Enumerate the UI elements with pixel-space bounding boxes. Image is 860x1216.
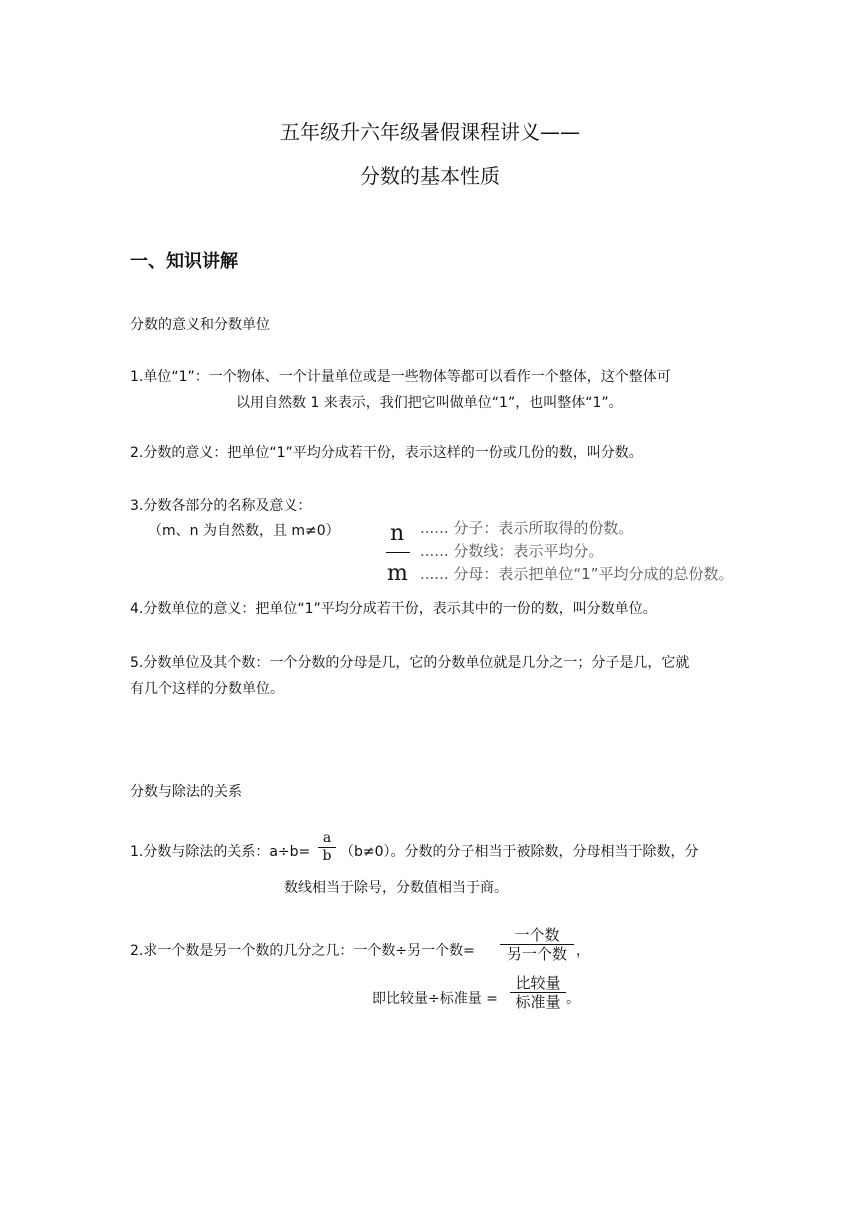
bar-row xyxy=(420,540,603,561)
item2-text: 2.分数的意义：把单位“1”平均分成若干份，表示这样的一份或几份的数，叫分数。 xyxy=(130,445,643,461)
diagram-fraction-bar xyxy=(386,552,410,553)
numerator-description: 分子：表示所取得的份数。 xyxy=(453,519,634,537)
denominator-dots: ...... xyxy=(420,565,449,583)
numerator-dots: ...... xyxy=(420,519,449,537)
p2-item1-fraction xyxy=(318,830,336,865)
page-title-line2: 分数的基本性质 xyxy=(360,164,500,188)
p2-item1-frac-num: a xyxy=(322,830,332,846)
item3-note: （m、n 为自然数，且 m≠0） xyxy=(148,523,340,539)
diagram-numerator: n xyxy=(390,521,405,546)
item1-line1: 1.单位“1”：一个物体、一个计量单位或是一些物体等都可以看作一个整体，这个整体可 xyxy=(130,369,671,385)
item1-line2: 以用自然数 1 来表示，我们把它叫做单位“1”，也叫整体“1”。 xyxy=(236,395,623,411)
denominator-row xyxy=(420,563,733,584)
p2-item2-frac2-den: 标准量 xyxy=(515,993,561,1011)
p2-item1-line2: 数线相当于除号，分数值相当于商。 xyxy=(284,880,508,896)
p2-item1-frac-den: b xyxy=(322,847,332,864)
diagram-denominator: m xyxy=(387,561,408,586)
item5-line2: 有几个这样的分数单位。 xyxy=(130,681,284,697)
bar-description: 分数线：表示平均分。 xyxy=(453,542,604,560)
p2-item2-frac-den: 另一个数 xyxy=(506,945,567,963)
p2-item2-fraction2 xyxy=(510,974,566,1011)
p2-item2-line2-prefix: 即比较量÷标准量 = xyxy=(372,991,498,1007)
item3-title: 3.分数各部分的名称及意义： xyxy=(130,498,312,514)
p2-item2-line2-suffix: 。 xyxy=(566,991,580,1007)
p2-item1-prefix: 1.分数与除法的关系：a÷b= xyxy=(130,844,311,860)
p2-item2-fraction xyxy=(500,926,574,963)
section-heading: 一、知识讲解 xyxy=(130,251,238,272)
numerator-row xyxy=(420,517,633,538)
p2-item2-frac-num: 一个数 xyxy=(514,926,560,944)
bar-dots: ...... xyxy=(420,542,449,560)
page-title-line1: 五年级升六年级暑假课程讲义—— xyxy=(280,120,580,144)
denominator-description: 分母：表示把单位“1”平均分成的总份数。 xyxy=(453,565,734,583)
subheading-fraction-division: 分数与除法的关系 xyxy=(130,784,242,800)
p2-item2-suffix: ， xyxy=(576,943,590,959)
p2-item2-prefix: 2.求一个数是另一个数的几分之几：一个数÷另一个数= xyxy=(130,943,475,959)
p2-item1-suffix: （b≠0）。分数的分子相当于被除数，分母相当于除数，分 xyxy=(340,844,699,860)
item4-text: 4.分数单位的意义：把单位“1”平均分成若干份，表示其中的一份的数，叫分数单位。 xyxy=(130,601,657,617)
item5-line1: 5.分数单位及其个数：一个分数的分母是几，它的分数单位就是几分之一；分子是几，它就 xyxy=(130,655,690,671)
p2-item2-frac2-num: 比较量 xyxy=(515,974,561,992)
subheading-fraction-meaning: 分数的意义和分数单位 xyxy=(130,317,270,333)
